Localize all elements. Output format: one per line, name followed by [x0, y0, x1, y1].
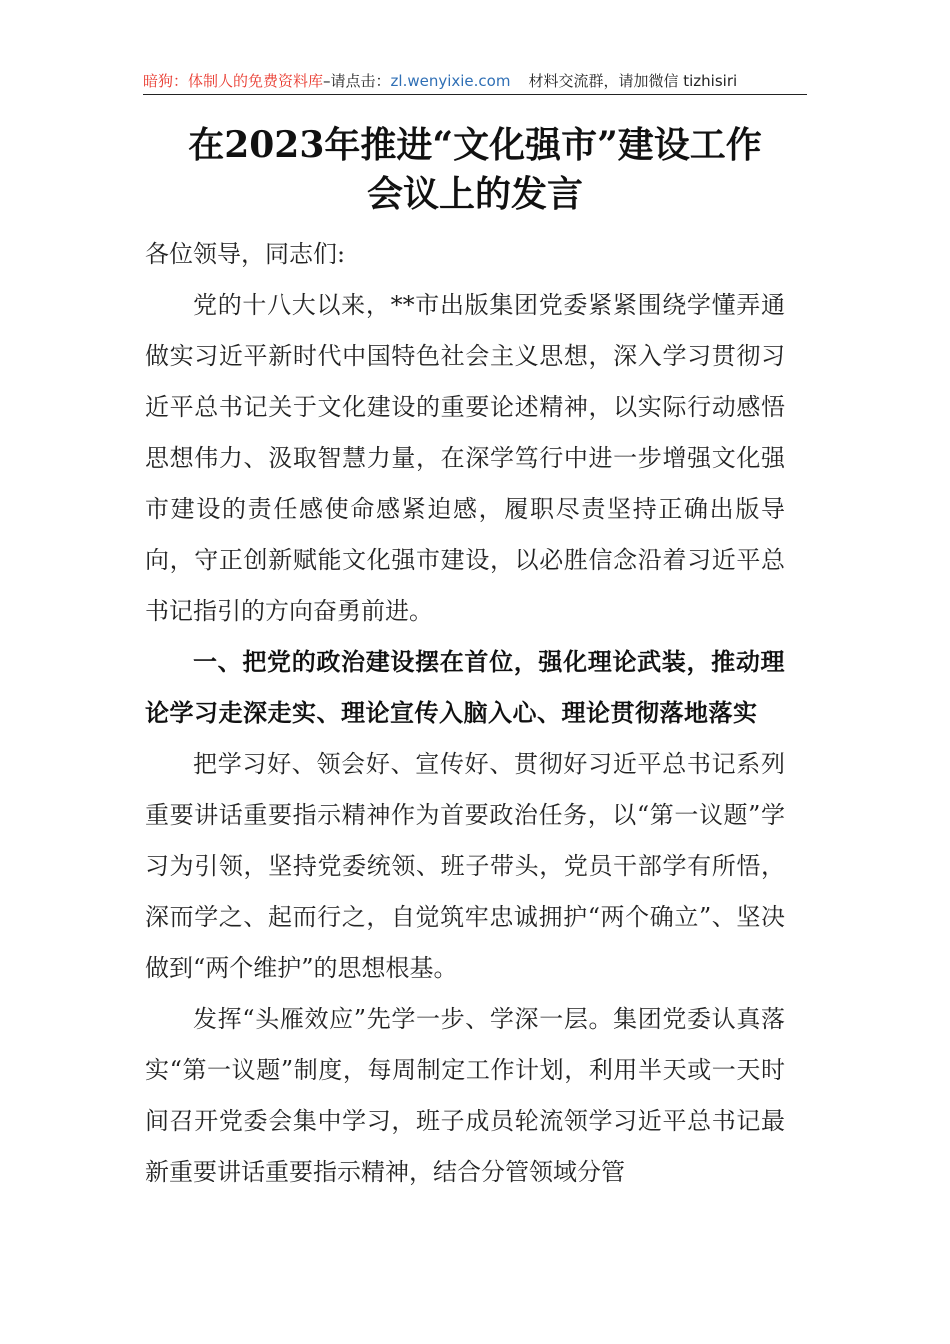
watermark-header [143, 70, 807, 95]
paragraph-section1-detail: 发挥“头雁效应”先学一步、学深一层。集团党委认真落实“第一议题”制度，每周制定工作计划，利用半天或一天时间召开党委会集中学习，班子成员轮流领学习近平总书记最新重要讲话重要指示精神，结合分管领域分管 [145, 1005, 785, 1186]
header-click-prompt: –请点击： [323, 72, 391, 90]
document-body [145, 229, 785, 1198]
section-heading-1: 一、把党的政治建设摆在首位，强化理论武装，推动理论学习走深走实、理论宣传入脑入心、理论贯彻落地落实 [145, 648, 785, 727]
header-site-name: 暗狗：体制人的免费资料库 [143, 72, 324, 90]
document-title-line-1: 在2023年推进“文化强市”建设工作 [188, 124, 762, 166]
header-wechat-note: 材料交流群，请加微信 tizhisiri [528, 72, 738, 90]
header-link[interactable]: zl.wenyixie.com [390, 72, 511, 90]
paragraph-section1-main: 把学习好、领会好、宣传好、贯彻好习近平总书记系列重要讲话重要指示精神作为首要政治任务，以“第一议题”学习为引领，坚持党委统领、班子带头，党员干部学有所悟，深而学之、起而行之，自觉筑牢忠诚拥护“两个确立”、坚决做到“两个维护”的思想根基。 [145, 750, 785, 982]
salutation: 各位领导，同志们: [145, 240, 346, 268]
paragraph-intro: 党的十八大以来，**市出版集团党委紧紧围绕学懂弄通做实习近平新时代中国特色社会主义思想，深入学习贯彻习近平总书记关于文化建设的重要论述精神，以实际行动感悟思想伟力、汲取智慧力量，在深学笃行中进一步增强文化强市建设的责任感使命感紧迫感，履职尽责坚持正确出版导向，守正创新赋能文化强市建设，以必胜信念沿着习近平总书记指引的方向奋勇前进。 [145, 291, 785, 625]
document-title-line-2: 会议上的发言 [366, 173, 583, 215]
